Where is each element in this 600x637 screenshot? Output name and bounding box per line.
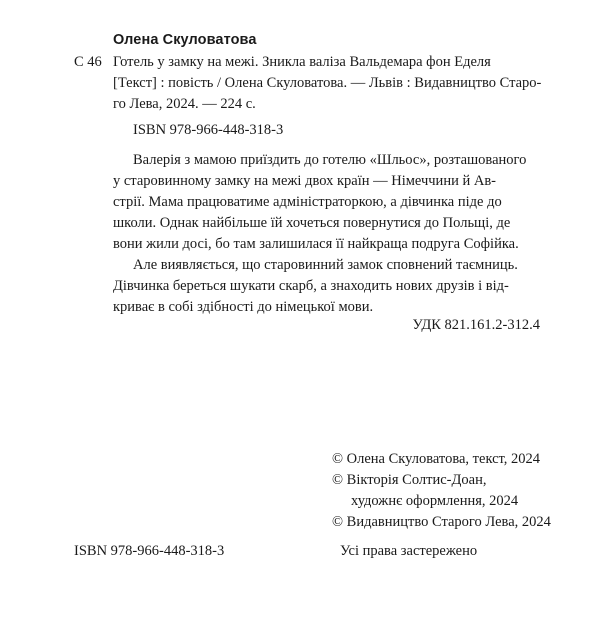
bibliographic-line: [Текст] : повість / Олена Скуловатова. — Львів : Видавництво Старо-	[113, 75, 542, 91]
annotation-line: школи. Однак найбільше їй хочеться повернутися до Польщі, де	[113, 215, 511, 231]
rights-reserved: Усі права застережено	[340, 543, 478, 559]
copyright-block	[332, 449, 551, 533]
udk-code: УДК 821.161.2-312.4	[412, 317, 540, 333]
annotation-line: вони жили досі, бо там залишилася її найкраща подруга Софійка.	[113, 236, 519, 252]
copyright-line: © Видавництво Старого Лева, 2024	[332, 514, 551, 530]
isbn-top: ISBN 978-966-448-318-3	[133, 122, 284, 138]
annotation-line: Валерія з мамою приїздить до готелю «Шльос», розташованого	[133, 152, 527, 168]
isbn-bottom: ISBN 978-966-448-318-3	[74, 543, 225, 559]
copyright-line: © Вікторія Солтис-Доан,	[332, 472, 487, 488]
annotation-paragraph	[113, 150, 553, 255]
bibliographic-line: го Лева, 2024. — 224 с.	[113, 96, 256, 112]
annotation-line: у старовинному замку на межі двох країн — Німеччини й Ав-	[113, 173, 496, 189]
bibliographic-line: Готель у замку на межі. Зникла валіза Вальдемара фон Еделя	[113, 54, 491, 70]
annotation-line: Дівчинка береться шукати скарб, а знаходить нових друзів і від-	[113, 278, 509, 294]
author-name: Олена Скуловатова	[113, 32, 257, 48]
annotation-line: стрії. Мама працюватиме адміністраторкою, а дівчинка піде до	[113, 194, 502, 210]
bibliographic-record	[113, 52, 541, 115]
annotation-line: криває в собі здібності до німецької мови.	[113, 299, 374, 315]
annotation-paragraph	[113, 255, 553, 318]
copyright-line: © Олена Скуловатова, текст, 2024	[332, 451, 541, 467]
annotation-line: Але виявляється, що старовинний замок сповнений таємниць.	[133, 257, 518, 273]
classification-code: С 46	[74, 54, 102, 70]
annotation	[113, 150, 553, 318]
copyright-line: художнє оформлення, 2024	[351, 493, 519, 509]
